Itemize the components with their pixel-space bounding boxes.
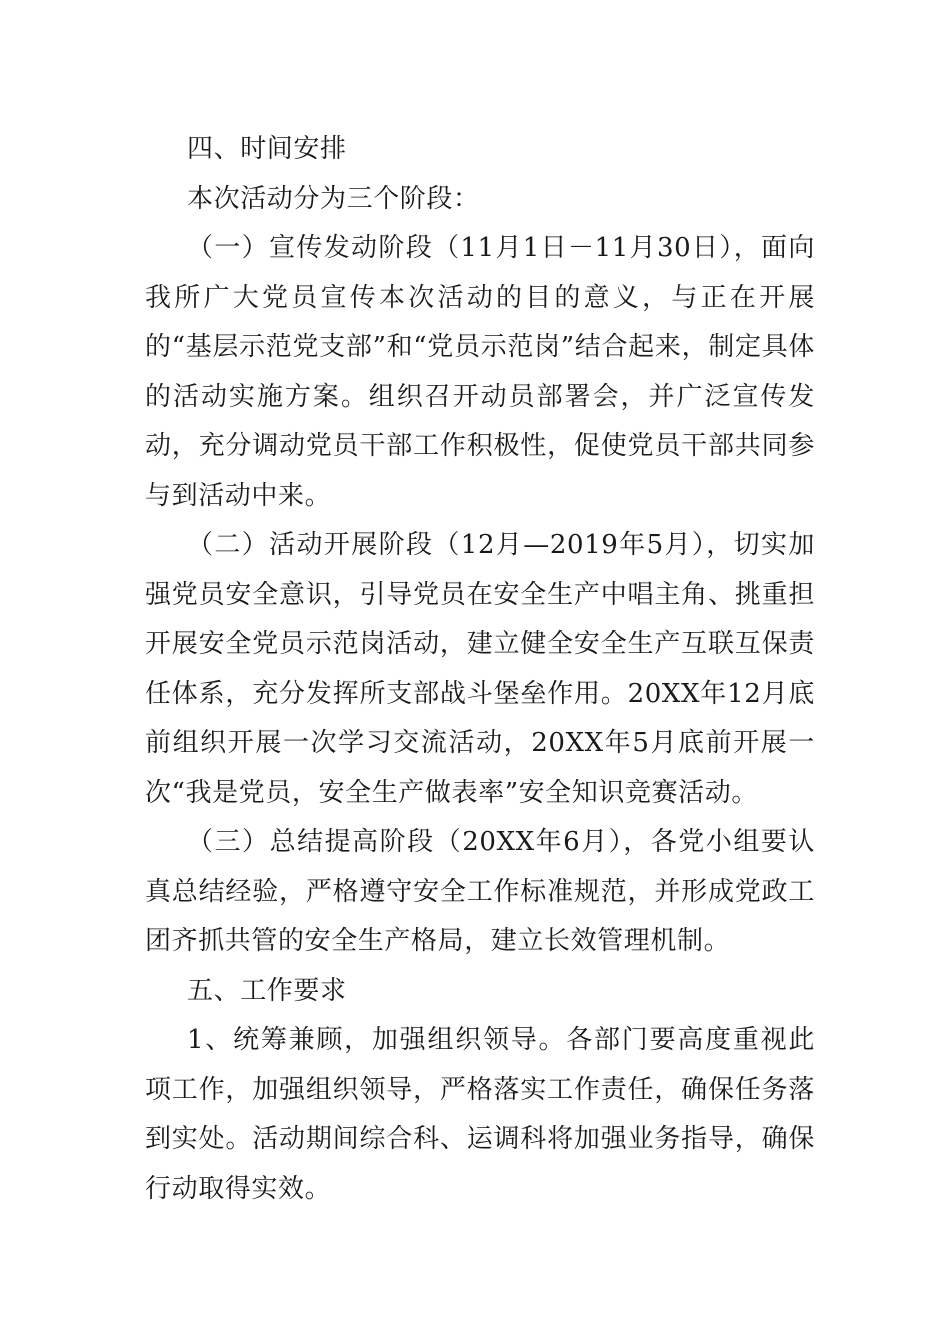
paragraph-phase-two: （二）活动开展阶段（12月—2019年5月），切实加强党员安全意识，引导党员在安全生产中唱主角、挑重担开展安全党员示范岗活动，建立健全安全生产互联互保责任体系，充分发挥所支部战斗堡垒作用。20XX年12月底前组织开展一次学习交流活动，20XX年5月底前开展一次“我是党员，安全生产做表率”安全知识竞赛活动。 <box>145 530 815 808</box>
paragraph-phases-intro: 本次活动分为三个阶段： <box>187 183 480 214</box>
paragraph-phase-three: （三）总结提高阶段（20XX年6月），各党小组要认真总结经验，严格遵守安全工作标准规范，并形成党政工团齐抓共管的安全生产格局，建立长效管理机制。 <box>145 827 815 956</box>
section-heading-schedule: 四、时间安排 <box>187 134 347 164</box>
document-body <box>145 125 815 1214</box>
section-heading-requirements: 五、工作要求 <box>187 975 347 1006</box>
paragraph-requirement-one: 1、统筹兼顾，加强组织领导。各部门要高度重视此项工作，加强组织领导，严格落实工作责任，确保任务落到实处。活动期间综合科、运调科将加强业务指导，确保行动取得实效。 <box>145 1025 815 1204</box>
paragraph-phase-one: （一）宣传发动阶段（11月1日－11月30日），面向我所广大党员宣传本次活动的目的意义，与正在开展的“基层示范党支部”和“党员示范岗”结合起来，制定具体的活动实施方案。组织召开动员部署会，并广泛宣传发动，充分调动党员干部工作积极性，促使党员干部共同参与到活动中来。 <box>145 233 815 511</box>
